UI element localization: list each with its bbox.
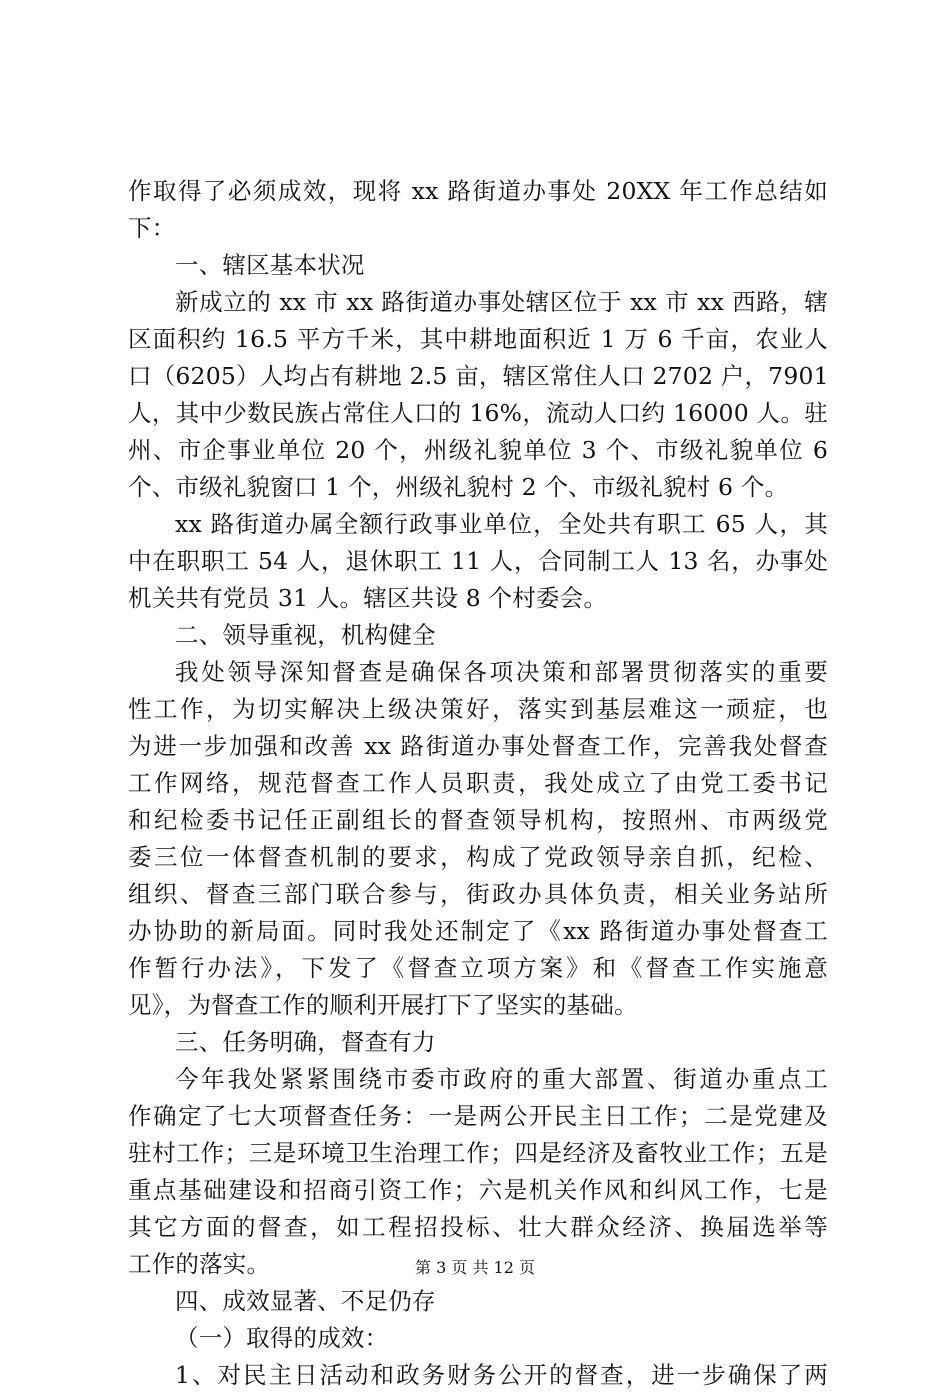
text-line: 我处领导深知督查是确保各项决策和部署贯彻落实的重要 [175, 658, 828, 686]
text-line: 个、市级礼貌窗口 1 个，州级礼貌村 2 个、市级礼貌村 6 个。 [128, 473, 789, 501]
text-line: 中在职职工 54 人，退休职工 11 人，合同制工人 13 名，办事处 [128, 547, 828, 575]
text-line: 州、市企事业单位 20 个，州级礼貌单位 3 个、市级礼貌单位 6 [128, 436, 828, 464]
text-line: 口（6205）人均占有耕地 2.5 亩，辖区常住人口 2702 户，7901 [128, 362, 829, 390]
text-line: 新成立的 xx 市 xx 路街道办事处辖区位于 xx 市 xx 西路，辖 [175, 288, 828, 316]
text-line: 四、成效显著、不足仍存 [175, 1287, 436, 1315]
text-line: 作暂行办法》，下发了《督查立项方案》和《督查工作实施意 [128, 954, 828, 982]
text-line: 工作网络，规范督查工作人员职责，我处成立了由党工委书记 [128, 769, 828, 797]
text-line: 作确定了七大项督查任务：一是两公开民主日工作；二是党建及 [128, 1102, 828, 1130]
text-line: 办协助的新局面。同时我处还制定了《xx 路街道办事处督查工 [128, 917, 828, 945]
text-line: 工作的落实。 [128, 1250, 271, 1278]
document-body [128, 173, 828, 1394]
text-line: 组织、督查三部门联合参与，街政办具体负责，相关业务站所 [128, 880, 828, 908]
text-line: 人，其中少数民族占常住人口的 16%，流动人口约 16000 人。驻 [128, 399, 828, 427]
text-line: 见》，为督查工作的顺利开展打下了坚实的基础。 [128, 991, 638, 1019]
text-line: 作取得了必须成效，现将 xx 路街道办事处 20XX 年工作总结如 [128, 177, 828, 205]
text-line: 一、辖区基本状况 [175, 251, 365, 279]
text-line: 性工作，为切实解决上级决策好，落实到基层难这一顽症，也 [128, 695, 828, 723]
text-line: 其它方面的督查，如工程招投标、壮大群众经济、换届选举等 [128, 1213, 828, 1241]
text-line: 机关共有党员 31 人。辖区共设 8 个村委会。 [128, 584, 608, 612]
text-line: 三、任务明确，督查有力 [175, 1028, 436, 1056]
text-line: 二、领导重视，机构健全 [175, 621, 436, 649]
text-line: 今年我处紧紧围绕市委市政府的重大部置、街道办重点工 [175, 1065, 828, 1093]
text-line: 委三位一体督查机制的要求，构成了党政领导亲自抓，纪检、 [128, 843, 828, 871]
text-line: （一）取得的成效： [175, 1324, 389, 1352]
text-line: xx 路街道办属全额行政事业单位，全处共有职工 65 人，其 [175, 510, 828, 538]
page-footer: 第 3 页 共 12 页 [415, 1258, 535, 1277]
text-line: 1、对民主日活动和政务财务公开的督查，进一步确保了两 [175, 1361, 828, 1389]
text-line: 为进一步加强和改善 xx 路街道办事处督查工作，完善我处督查 [128, 732, 828, 760]
text-line: 下： [128, 214, 176, 242]
text-line: 和纪检委书记任正副组长的督查领导机构，按照州、市两级党 [128, 806, 828, 834]
text-line: 驻村工作；三是环境卫生治理工作；四是经济及畜牧业工作；五是 [128, 1139, 828, 1167]
text-line: 区面积约 16.5 平方千米，其中耕地面积近 1 万 6 千亩，农业人 [128, 325, 828, 353]
text-line: 重点基础建设和招商引资工作；六是机关作风和纠风工作，七是 [128, 1176, 828, 1204]
